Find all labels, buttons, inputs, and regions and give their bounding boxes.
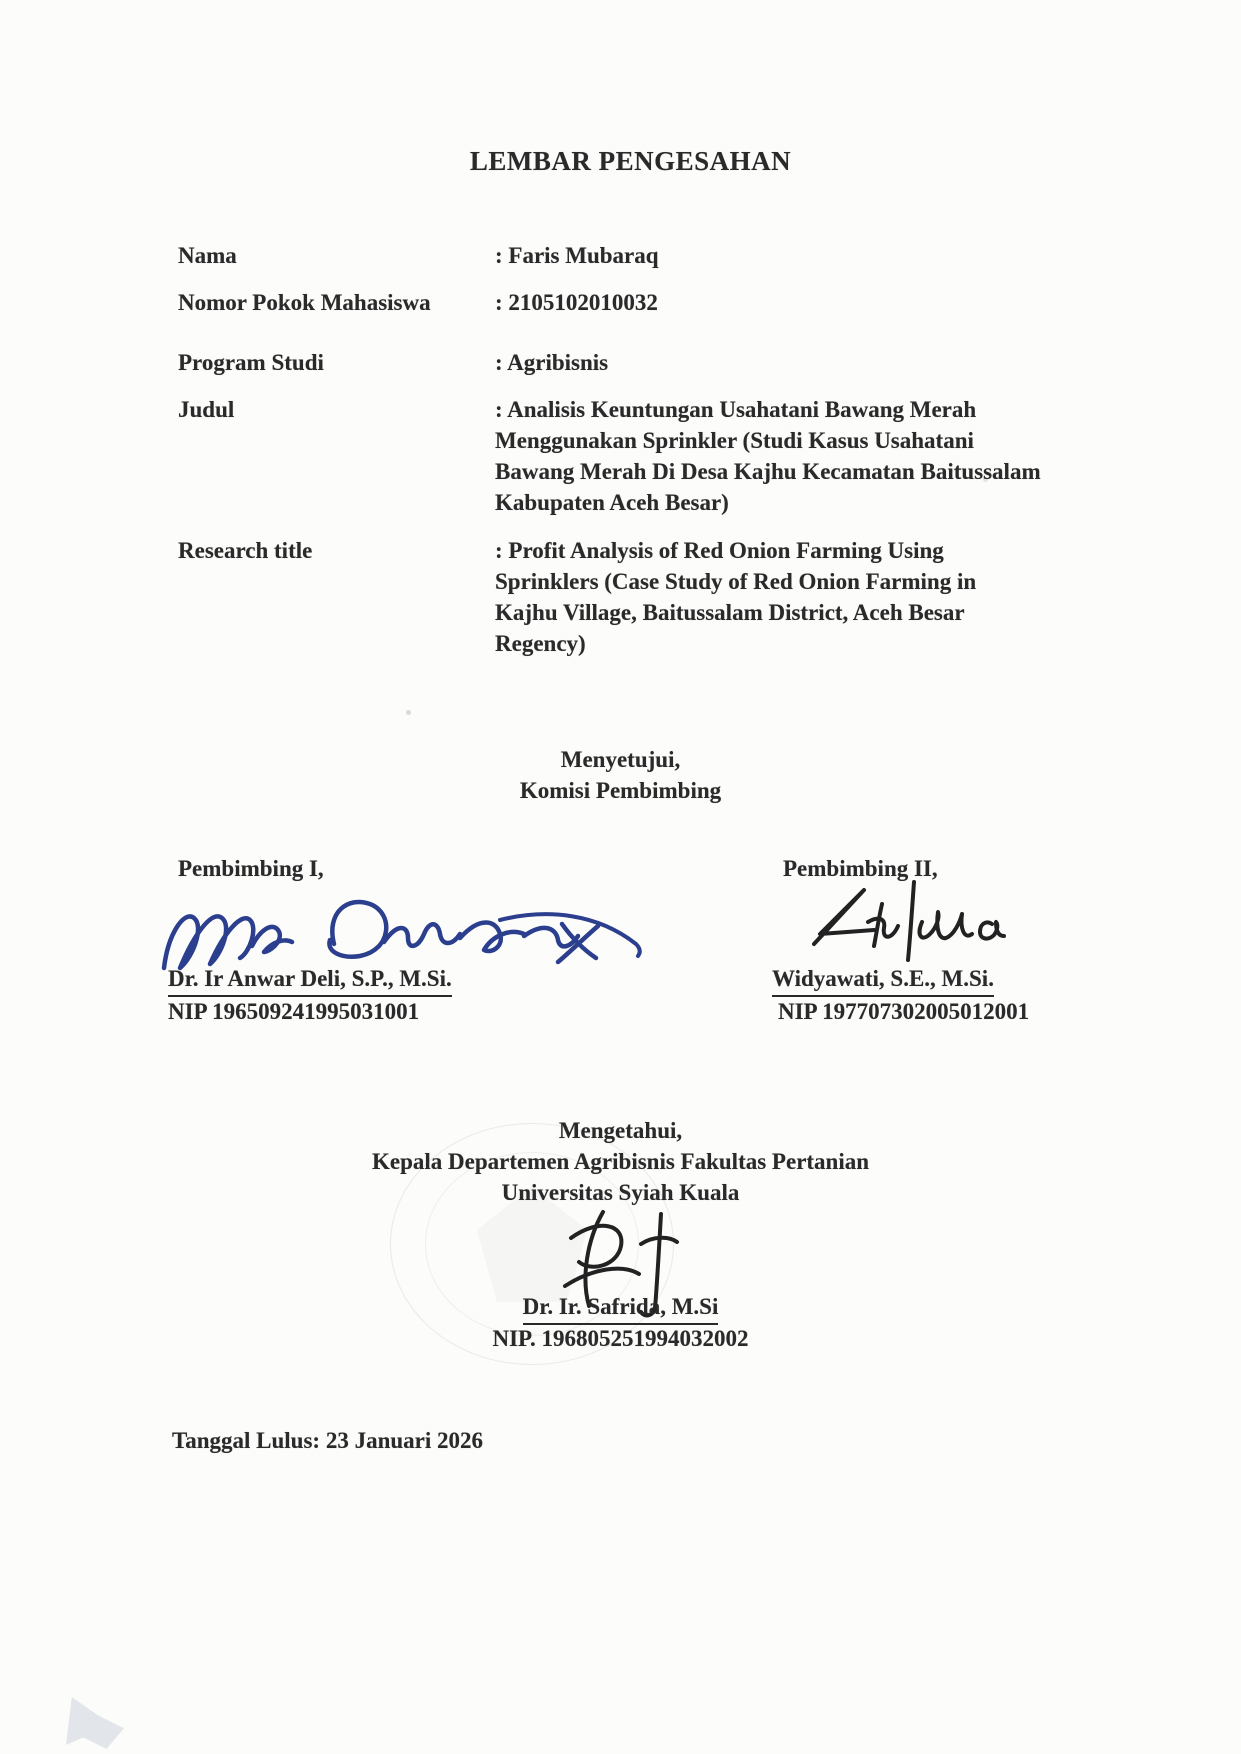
- department-head-nip: NIP. 196805251994032002: [492, 1326, 749, 1351]
- supervisor1-nip: NIP 196509241995031001: [168, 999, 420, 1024]
- supervisor2-name: Widyawati, S.E., M.Si.: [772, 963, 994, 997]
- research-title-line: Sprinklers (Case Study of Red Onion Farming in: [495, 569, 977, 594]
- page-title: LEMBAR PENGESAHAN: [469, 146, 792, 176]
- field-value-nama: : Faris Mubaraq: [495, 243, 659, 268]
- judul-line: : Analisis Keuntungan Usahatani Bawang Merah: [495, 397, 977, 422]
- acknowledgement-line3: Universitas Syiah Kuala: [501, 1180, 740, 1205]
- field-label-nama: Nama: [178, 243, 237, 268]
- field-value-judul: [495, 394, 1055, 518]
- supervisor2-signature: [800, 878, 1015, 970]
- judul-line: Menggunakan Sprinkler (Studi Kasus Usahatani: [495, 428, 974, 453]
- department-head-name: Dr. Ir. Safrida, M.Si: [0, 1291, 1241, 1325]
- judul-line: Kabupaten Aceh Besar): [495, 490, 729, 515]
- approval-heading: [0, 744, 1241, 806]
- page-corner-smudge: [66, 1697, 124, 1749]
- acknowledgement-line1: Mengetahui,: [558, 1118, 683, 1143]
- research-title-line: : Profit Analysis of Red Onion Farming Using: [495, 538, 944, 563]
- supervisor2-label: Pembimbing II,: [783, 856, 938, 881]
- field-value-npm: : 2105102010032: [495, 290, 658, 315]
- research-title-line: Regency): [495, 631, 586, 656]
- supervisor1-name: Dr. Ir Anwar Deli, S.P., M.Si.: [168, 963, 452, 997]
- field-label-program-studi: Program Studi: [178, 350, 324, 375]
- research-title-line: Kajhu Village, Baitussalam District, Aceh Besar: [495, 600, 965, 625]
- supervisor1-label: Pembimbing I,: [178, 856, 324, 881]
- approval-heading-line2: Komisi Pembimbing: [519, 778, 722, 803]
- scan-speck: [983, 477, 988, 482]
- graduation-date: Tanggal Lulus: 23 Januari 2026: [172, 1428, 484, 1453]
- supervisor2-nip: NIP 197707302005012001: [778, 999, 1030, 1024]
- field-value-research-title: [495, 535, 1055, 659]
- field-label-npm: Nomor Pokok Mahasiswa: [178, 290, 431, 315]
- judul-line: Bawang Merah Di Desa Kajhu Kecamatan Baitussalam: [495, 459, 1041, 484]
- field-value-program-studi: : Agribisnis: [495, 350, 609, 375]
- field-label-judul: Judul: [178, 397, 235, 422]
- acknowledgement-heading: [0, 1115, 1241, 1208]
- field-label-research-title: Research title: [178, 538, 313, 563]
- acknowledgement-line2: Kepala Departemen Agribisnis Fakultas Pertanian: [371, 1149, 870, 1174]
- approval-heading-line1: Menyetujui,: [560, 747, 681, 772]
- scan-speck: [406, 710, 411, 715]
